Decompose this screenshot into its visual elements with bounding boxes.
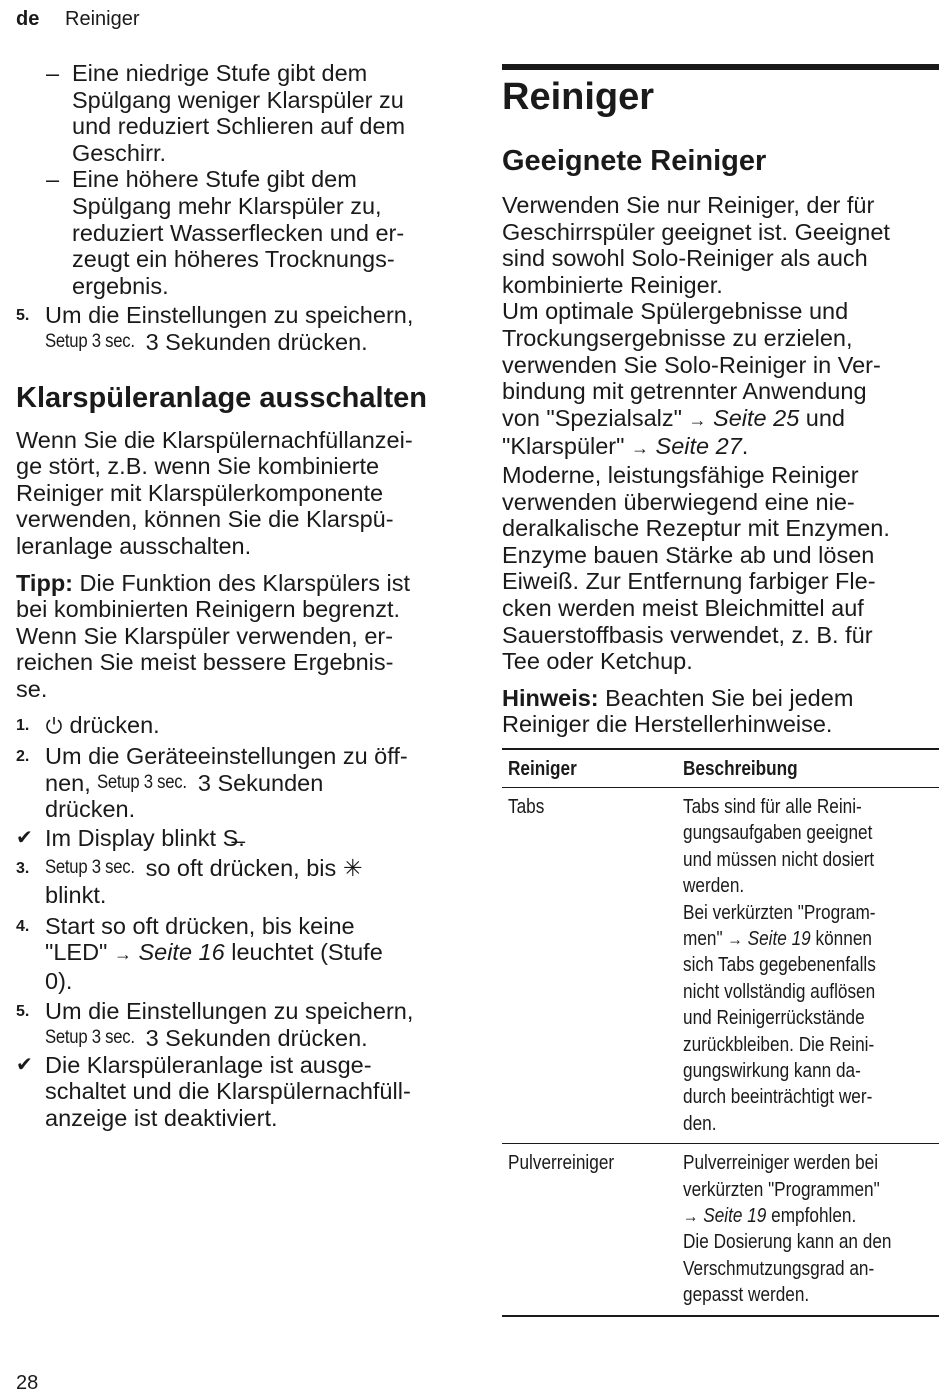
- table-cell: [502, 1144, 677, 1316]
- text-span: Im Display blinkt: [45, 824, 217, 851]
- text-line: und reduziert Schlieren auf dem: [72, 113, 406, 140]
- page-reference[interactable]: Seite 19: [747, 927, 811, 950]
- text-line: anzeige ist deaktiviert.: [45, 1104, 278, 1131]
- intro-paragraph: [16, 427, 456, 560]
- text-line: Spülgang mehr Klarspüler zu,: [72, 192, 382, 219]
- text-span: 3 Sekunden drücken.: [145, 1025, 368, 1051]
- text-line: drücken.: [45, 796, 136, 823]
- text-line: Verschmutzungsgrad an-: [683, 1257, 875, 1280]
- text-line: und müssen nicht dosiert: [683, 848, 875, 871]
- text-line: se.: [16, 675, 48, 702]
- detergent-table: [502, 748, 939, 1317]
- arrow-icon: →: [683, 1205, 699, 1226]
- text-line: verwenden Sie Solo-Reiniger in Ver-: [502, 351, 881, 378]
- text-line: ergebnis.: [72, 272, 169, 299]
- arrow-icon: →: [113, 944, 132, 965]
- text-line: Tabs sind für alle Reini-: [683, 795, 862, 818]
- text-line: [45, 855, 456, 882]
- tip-paragraph: [16, 570, 456, 703]
- text-span: Tabs: [508, 795, 545, 818]
- text-line: Wenn Sie die Klarspülernachfüllanzei-: [16, 426, 413, 453]
- section-rule: [502, 64, 939, 70]
- running-header: Reiniger: [65, 8, 140, 30]
- checkmark-icon: ✔: [16, 826, 33, 849]
- text-span: "Klarspüler": [502, 433, 625, 460]
- step-3: [16, 855, 456, 908]
- section-heading: Klarspüleranlage ausschalten: [16, 381, 427, 414]
- step-5-save: [16, 302, 456, 355]
- page-number: 28: [16, 1372, 39, 1394]
- checkmark-icon: ✔: [16, 1053, 33, 1076]
- language-code: de: [16, 8, 40, 30]
- tip-label: Tipp:: [16, 569, 73, 596]
- page-reference[interactable]: Seite 19: [703, 1204, 767, 1227]
- list-item: [16, 166, 456, 299]
- table-cell: [677, 1144, 939, 1316]
- text-line: blinkt.: [45, 882, 107, 909]
- text-span: .: [238, 824, 245, 851]
- text-line: [683, 1203, 932, 1229]
- text-line: Pulverreiniger werden bei: [683, 1152, 879, 1175]
- text-line: Verwenden Sie nur Reiniger, der für: [502, 192, 875, 218]
- page-reference[interactable]: Seite 25: [713, 404, 800, 431]
- right-column: [502, 64, 939, 1317]
- text-line: [45, 770, 456, 797]
- text-line: [45, 1025, 456, 1052]
- text-line: Enzyme bauen Stärke ab und lösen: [502, 541, 875, 568]
- text-line: verkürzten "Programmen": [683, 1178, 880, 1201]
- text-line: Geschirr.: [72, 139, 167, 166]
- arrow-icon: →: [688, 409, 707, 430]
- text-line: [45, 712, 456, 739]
- dash-mark: –: [46, 166, 60, 193]
- sparkle-icon: ✳: [342, 855, 363, 882]
- step-2: [16, 743, 456, 823]
- dash-mark: –: [46, 60, 60, 86]
- text-line: den.: [683, 1112, 717, 1135]
- text-line: [45, 329, 456, 356]
- table-cell: [677, 787, 939, 1143]
- result-1: [16, 825, 456, 852]
- text-span: leuchtet (Stufe: [231, 939, 383, 966]
- step-number: 5.: [16, 307, 30, 325]
- text-line: sich Tabs gegebenenfalls: [683, 954, 876, 977]
- text-line: gungswirkung kann da-: [683, 1059, 861, 1082]
- text-line: Moderne, leistungsfähige Reiniger: [502, 461, 859, 488]
- text-line: reduziert Wasserflecken und er-: [72, 219, 405, 246]
- setup-button-label: Setup 3 sec.: [97, 771, 188, 793]
- text-line: [45, 825, 456, 852]
- text-span: empfohlen.: [771, 1204, 857, 1227]
- step-1: [16, 712, 456, 739]
- page-reference[interactable]: Seite 27: [655, 433, 742, 460]
- text-line: [502, 433, 939, 462]
- text-line: leranlage ausschalten.: [16, 532, 252, 559]
- section-heading: Geeignete Reiniger: [502, 145, 767, 177]
- column-header: [502, 749, 677, 788]
- result-2: [16, 1052, 456, 1132]
- arrow-icon: →: [631, 438, 650, 459]
- text-line: verwenden, können Sie die Klarspü-: [16, 506, 394, 533]
- text-line: Eine niedrige Stufe gibt dem: [72, 60, 368, 86]
- text-line: zurückbleiben. Die Reini-: [683, 1033, 875, 1056]
- step-number: 1.: [16, 717, 30, 735]
- page-reference[interactable]: Seite 16: [138, 939, 225, 966]
- text-span: können: [815, 927, 872, 950]
- left-column: [16, 60, 456, 1131]
- text-span: und: [805, 404, 846, 431]
- text-line: und Reinigerrückstände: [683, 1007, 865, 1030]
- text-line: nicht vollständig auflösen: [683, 980, 876, 1003]
- arrow-icon: →: [727, 928, 743, 949]
- rinse-aid-symbol-icon: S̶: [222, 824, 239, 851]
- power-icon: [45, 716, 63, 734]
- text-line: cken werden meist Bleichmittel auf: [502, 594, 864, 621]
- text-line: Um die Einstellungen zu speichern,: [45, 998, 414, 1025]
- text-line: Bei verkürzten "Program-: [683, 901, 876, 924]
- text-span: Beschreibung: [683, 757, 798, 780]
- text-line: Die Dosierung kann an den: [683, 1231, 892, 1254]
- text-line: Geschirrspüler geeignet ist. Geeignet: [502, 218, 890, 245]
- text-line: Um die Geräteeinstellungen zu öff-: [45, 743, 408, 770]
- text-line: durch beeinträchtigt wer-: [683, 1086, 873, 1109]
- setup-button-label: Setup 3 sec.: [45, 857, 135, 879]
- note-label: Hinweis:: [502, 684, 599, 711]
- text-span: Beachten Sie bei jedem: [598, 684, 854, 711]
- step-number: 4.: [16, 917, 30, 935]
- step-4: [16, 913, 456, 995]
- text-line: verwenden überwiegend eine nie-: [502, 488, 855, 515]
- text-line: Sauerstoffbasis verwendet, z. B. für: [502, 621, 873, 648]
- column-header: [677, 749, 939, 788]
- text-line: [502, 685, 939, 712]
- detergent-paragraph: [502, 192, 939, 675]
- text-line: sind sowohl Solo-Reiniger als auch: [502, 245, 868, 272]
- text-line: Eiweiß. Zur Entfernung farbiger Fle-: [502, 568, 876, 595]
- text-line: gepasst werden.: [683, 1284, 810, 1307]
- text-line: ge stört, z.B. wenn Sie kombinierte: [16, 453, 380, 480]
- table-row: [502, 1144, 939, 1316]
- text-span: Die Funktion des Klarspülers ist: [73, 569, 410, 596]
- text-line: kombinierte Reiniger.: [502, 271, 723, 298]
- text-line: deralkalische Rezeptur mit Enzymen.: [502, 515, 890, 542]
- step-number: 5.: [16, 1003, 30, 1021]
- text-span: nen,: [45, 769, 91, 796]
- step-number: 2.: [16, 748, 30, 766]
- text-line: [683, 926, 932, 952]
- text-line: [45, 913, 456, 940]
- text-span: drücken.: [69, 712, 160, 739]
- text-line: [16, 570, 456, 597]
- text-span: Reiniger: [508, 757, 577, 780]
- table-row: [502, 787, 939, 1143]
- table-header-row: [502, 749, 939, 788]
- text-span: von "Spezialsalz": [502, 404, 682, 431]
- step-number: 3.: [16, 860, 30, 878]
- list-item: [16, 60, 456, 166]
- start-button-label: Start: [45, 912, 95, 939]
- page-title: Reiniger: [502, 76, 655, 118]
- text-line: Die Klarspüleranlage ist ausge-: [45, 1051, 372, 1078]
- text-line: Wenn Sie Klarspüler verwenden, er-: [16, 622, 394, 649]
- cell-text: [683, 1150, 932, 1308]
- note-paragraph: [502, 685, 939, 738]
- text-span: Pulverreiniger: [508, 1152, 615, 1175]
- text-span: 3 Sekunden: [197, 769, 324, 796]
- text-span: .: [741, 433, 749, 460]
- setup-button-label: Setup 3 sec.: [45, 1027, 135, 1048]
- text-line: reichen Sie meist bessere Ergebnis-: [16, 649, 394, 676]
- text-line: Eine höhere Stufe gibt dem: [72, 166, 357, 193]
- text-line: bindung mit getrennter Anwendung: [502, 378, 867, 405]
- text-line: werden.: [683, 875, 745, 898]
- text-line: schaltet und die Klarspülernachfüll-: [45, 1078, 411, 1105]
- text-line: gungsaufgaben geeignet: [683, 822, 873, 845]
- text-span: 3 Sekunden drücken.: [145, 328, 368, 355]
- text-line: Um die Einstellungen zu speichern,: [45, 302, 414, 329]
- text-line: bei kombinierten Reinigern begrenzt.: [16, 596, 401, 623]
- text-line: Reiniger mit Klarspülerkomponente: [16, 479, 384, 506]
- text-line: Um optimale Spülergebnisse und: [502, 298, 849, 325]
- step-5: [16, 998, 456, 1051]
- setup-button-label: Setup 3 sec.: [45, 330, 135, 352]
- text-line: Trockungsergebnisse zu erzielen,: [502, 324, 853, 351]
- text-line: 0).: [45, 967, 73, 994]
- text-span: men": [683, 927, 723, 950]
- cell-text: [683, 794, 932, 1137]
- text-line: [45, 939, 456, 968]
- text-line: Tee oder Ketchup.: [502, 648, 693, 675]
- text-span: "LED": [45, 939, 108, 966]
- text-line: [502, 405, 939, 434]
- text-line: zeugt ein höheres Trocknungs-: [72, 246, 395, 273]
- text-line: Spülgang weniger Klarspüler zu: [72, 86, 404, 113]
- table-cell: [502, 787, 677, 1143]
- text-span: so oft drücken, bis keine: [101, 912, 355, 939]
- text-span: so oft drücken, bis: [145, 855, 337, 882]
- text-line: Reiniger die Herstellerhinweise.: [502, 711, 833, 738]
